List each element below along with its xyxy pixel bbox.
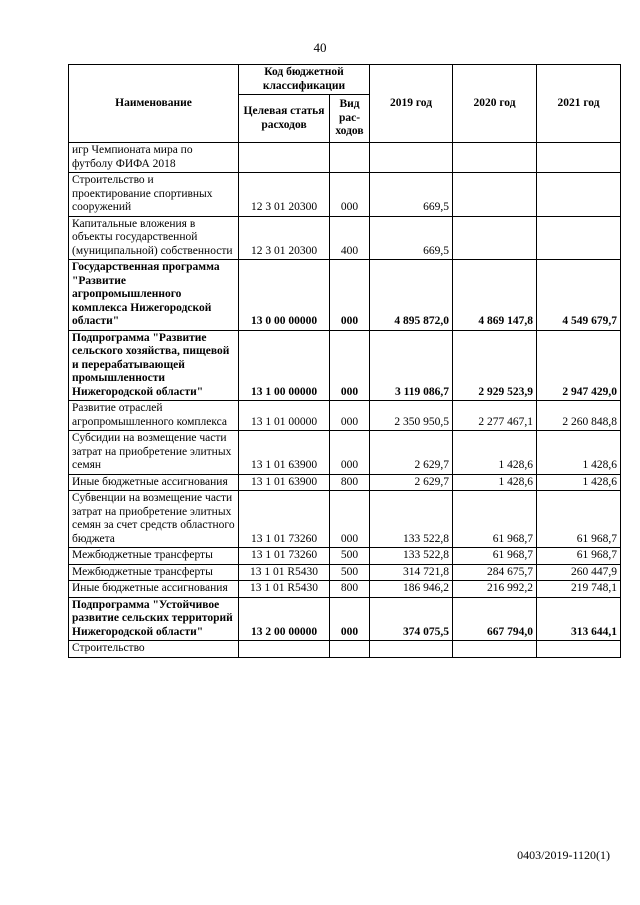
table-row bbox=[69, 548, 621, 565]
row-value-2020 bbox=[453, 641, 537, 658]
row-value-2019: 2 350 950,5 bbox=[370, 401, 453, 431]
header-target-article: Целевая статья расходов bbox=[239, 95, 330, 143]
row-value-2020 bbox=[453, 173, 537, 217]
row-value-2019: 186 946,2 bbox=[370, 581, 453, 598]
row-expense-kind: 000 bbox=[330, 491, 370, 548]
row-value-2021: 219 748,1 bbox=[537, 581, 621, 598]
row-name: Иные бюджетные ассигнования bbox=[69, 581, 239, 598]
header-code-group: Код бюджетной классификации bbox=[239, 65, 370, 95]
row-value-2020: 61 968,7 bbox=[453, 548, 537, 565]
row-target-code: 13 1 01 73260 bbox=[239, 491, 330, 548]
table-row bbox=[69, 216, 621, 260]
row-name: Подпрограмма "Устойчивое развитие сельских территорий Нижегородской области" bbox=[69, 597, 239, 641]
row-value-2019 bbox=[370, 641, 453, 658]
table-row bbox=[69, 431, 621, 475]
row-value-2021 bbox=[537, 216, 621, 260]
row-value-2020: 216 992,2 bbox=[453, 581, 537, 598]
row-target-code: 13 1 01 00000 bbox=[239, 401, 330, 431]
row-value-2019: 669,5 bbox=[370, 216, 453, 260]
row-name: игр Чемпионата мира по футболу ФИФА 2018 bbox=[69, 143, 239, 173]
row-expense-kind: 500 bbox=[330, 564, 370, 581]
row-target-code: 12 3 01 20300 bbox=[239, 216, 330, 260]
row-value-2021: 2 947 429,0 bbox=[537, 330, 621, 401]
row-value-2020: 667 794,0 bbox=[453, 597, 537, 641]
table-row bbox=[69, 581, 621, 598]
row-target-code: 13 1 01 73260 bbox=[239, 548, 330, 565]
row-value-2021: 260 447,9 bbox=[537, 564, 621, 581]
table-body bbox=[69, 143, 621, 658]
row-target-code: 13 2 00 00000 bbox=[239, 597, 330, 641]
row-target-code: 13 1 01 63900 bbox=[239, 474, 330, 491]
row-value-2021: 1 428,6 bbox=[537, 474, 621, 491]
row-expense-kind bbox=[330, 641, 370, 658]
row-name: Государственная программа "Развитие агропромышленного комплекса Нижегородской области" bbox=[69, 260, 239, 331]
row-value-2019: 3 119 086,7 bbox=[370, 330, 453, 401]
table-row bbox=[69, 597, 621, 641]
row-target-code: 13 1 01 63900 bbox=[239, 431, 330, 475]
row-value-2019: 4 895 872,0 bbox=[370, 260, 453, 331]
budget-table bbox=[68, 64, 621, 658]
row-value-2021 bbox=[537, 641, 621, 658]
row-name: Капитальные вложения в объекты государственной (муниципальной) собственности bbox=[69, 216, 239, 260]
row-value-2020: 4 869 147,8 bbox=[453, 260, 537, 331]
row-expense-kind: 000 bbox=[330, 597, 370, 641]
table-row bbox=[69, 143, 621, 173]
row-expense-kind: 400 bbox=[330, 216, 370, 260]
row-value-2020 bbox=[453, 143, 537, 173]
row-target-code: 13 1 01 R5430 bbox=[239, 581, 330, 598]
row-target-code: 13 1 01 R5430 bbox=[239, 564, 330, 581]
row-name: Строительство и проектирование спортивных сооружений bbox=[69, 173, 239, 217]
table-row bbox=[69, 474, 621, 491]
row-target-code: 13 0 00 00000 bbox=[239, 260, 330, 331]
row-value-2021: 313 644,1 bbox=[537, 597, 621, 641]
header-2020: 2020 год bbox=[453, 65, 537, 143]
table-row bbox=[69, 491, 621, 548]
row-value-2020: 61 968,7 bbox=[453, 491, 537, 548]
table-row bbox=[69, 173, 621, 217]
row-value-2021: 4 549 679,7 bbox=[537, 260, 621, 331]
row-value-2019: 133 522,8 bbox=[370, 548, 453, 565]
row-value-2020: 1 428,6 bbox=[453, 431, 537, 475]
page-number: 40 bbox=[313, 40, 327, 55]
row-name: Строительство bbox=[69, 641, 239, 658]
row-value-2019: 2 629,7 bbox=[370, 474, 453, 491]
row-expense-kind: 000 bbox=[330, 431, 370, 475]
row-value-2021: 1 428,6 bbox=[537, 431, 621, 475]
row-name: Иные бюджетные ассигнования bbox=[69, 474, 239, 491]
row-expense-kind: 000 bbox=[330, 173, 370, 217]
header-2019: 2019 год bbox=[370, 65, 453, 143]
row-name: Развитие отраслей агропромышленного комплекса bbox=[69, 401, 239, 431]
header-name: Наименование bbox=[69, 65, 239, 143]
row-expense-kind: 000 bbox=[330, 330, 370, 401]
row-name: Межбюджетные трансферты bbox=[69, 548, 239, 565]
row-name: Субвенции на возмещение части затрат на приобретение элитных семян за счет средств областного бюджета bbox=[69, 491, 239, 548]
row-value-2019: 2 629,7 bbox=[370, 431, 453, 475]
row-value-2020: 1 428,6 bbox=[453, 474, 537, 491]
table-row bbox=[69, 641, 621, 658]
table-row bbox=[69, 260, 621, 331]
table-row bbox=[69, 330, 621, 401]
row-expense-kind: 000 bbox=[330, 260, 370, 331]
row-name: Субсидии на возмещение части затрат на приобретение элитных семян bbox=[69, 431, 239, 475]
row-value-2021: 61 968,7 bbox=[537, 548, 621, 565]
row-value-2019: 669,5 bbox=[370, 173, 453, 217]
row-value-2021 bbox=[537, 173, 621, 217]
row-value-2019 bbox=[370, 143, 453, 173]
row-expense-kind: 800 bbox=[330, 581, 370, 598]
row-value-2021: 2 260 848,8 bbox=[537, 401, 621, 431]
row-value-2020: 2 277 467,1 bbox=[453, 401, 537, 431]
table-row bbox=[69, 564, 621, 581]
row-value-2020 bbox=[453, 216, 537, 260]
row-value-2021 bbox=[537, 143, 621, 173]
row-target-code: 12 3 01 20300 bbox=[239, 173, 330, 217]
row-name: Межбюджетные трансферты bbox=[69, 564, 239, 581]
row-name: Подпрограмма "Развитие сельского хозяйства, пищевой и перерабатывающей промышленности Нижегородской области" bbox=[69, 330, 239, 401]
row-expense-kind bbox=[330, 143, 370, 173]
row-value-2019: 133 522,8 bbox=[370, 491, 453, 548]
row-target-code bbox=[239, 641, 330, 658]
row-expense-kind: 000 bbox=[330, 401, 370, 431]
row-value-2019: 314 721,8 bbox=[370, 564, 453, 581]
header-expense-kind: Вид рас-ходов bbox=[330, 95, 370, 143]
row-target-code bbox=[239, 143, 330, 173]
row-value-2020: 2 929 523,9 bbox=[453, 330, 537, 401]
row-value-2019: 374 075,5 bbox=[370, 597, 453, 641]
row-expense-kind: 500 bbox=[330, 548, 370, 565]
row-value-2020: 284 675,7 bbox=[453, 564, 537, 581]
header-2021: 2021 год bbox=[537, 65, 621, 143]
row-target-code: 13 1 00 00000 bbox=[239, 330, 330, 401]
table-row bbox=[69, 401, 621, 431]
row-value-2021: 61 968,7 bbox=[537, 491, 621, 548]
row-expense-kind: 800 bbox=[330, 474, 370, 491]
document-id: 0403/2019-1120(1) bbox=[517, 848, 610, 862]
